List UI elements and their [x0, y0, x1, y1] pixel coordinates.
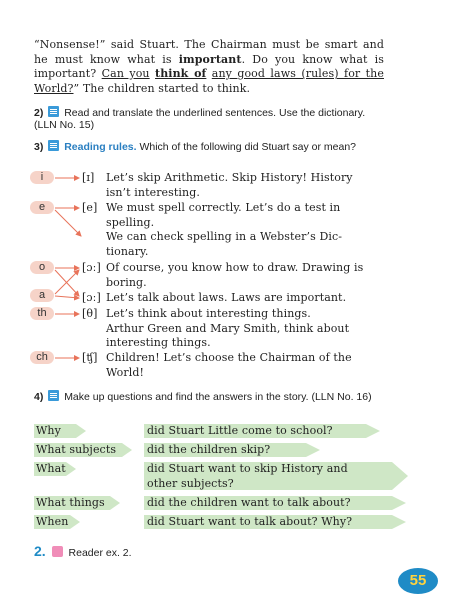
rule-line: Children! Let’s choose the Chairman of the	[106, 351, 352, 364]
rule-line: Of course, you know how to draw. Drawing is	[106, 261, 364, 274]
question-rest: did the children skip?	[147, 443, 271, 456]
rule-line: Let’s talk about laws. Laws are important.	[106, 291, 347, 304]
flower-icon	[52, 546, 63, 557]
rule-line: World!	[106, 365, 145, 379]
question-word: When	[36, 515, 69, 528]
rule-line: We must spell correctly. Let’s do a test in	[106, 201, 341, 214]
letter-pill-th: th	[30, 307, 54, 320]
story-text-end: ” The children started to think.	[73, 81, 251, 95]
reader-text: Reader ex. 2.	[68, 547, 132, 559]
question-word: Why	[36, 424, 61, 437]
rule-line: We can check spelling in a Webster’s Dic-	[106, 230, 343, 243]
rule-line: spelling.	[106, 215, 155, 229]
underlined-bold-text: think of	[155, 67, 207, 80]
letter-pill-ch: ch	[30, 351, 54, 364]
rule-line: boring.	[106, 275, 147, 289]
question-word: What subjects	[36, 443, 117, 456]
question-rest: did the children want to talk about?	[147, 496, 351, 509]
rule-line: Let’s skip Arithmetic. Skip History! History	[106, 171, 353, 184]
story-text: “Nonsense!” said Stuart. The Chairman must be smart and he must know what is	[34, 38, 384, 66]
underlined-text: Can you	[101, 67, 150, 80]
task-number: 2)	[34, 107, 44, 119]
phonetic-symbol: [ʧ]	[82, 351, 98, 364]
task-title: Reading rules.	[64, 141, 137, 153]
phonetic-symbol: [ɔː]	[82, 291, 101, 304]
letter-pill-i: i	[30, 171, 54, 184]
question-word: What	[36, 462, 66, 475]
reader-number: 2.	[34, 543, 46, 559]
task-text: Which of the following did Stuart say or mean?	[139, 141, 356, 153]
letter-pill-a: a	[30, 289, 54, 302]
task-text: Read and translate the underlined sentences. Use the dictionary. (LLN No. 15)	[34, 107, 366, 131]
question-word: What things	[36, 496, 105, 509]
story-bold-word: important	[178, 52, 242, 66]
rule-line: isn’t interesting.	[106, 185, 200, 199]
page-number: 55	[398, 568, 438, 594]
task-number: 4)	[34, 391, 44, 403]
phonetic-symbol: [ɔː]	[82, 261, 101, 274]
question-rest: did Stuart want to skip History and	[147, 462, 348, 475]
phonetic-symbol: [ɪ]	[82, 171, 95, 184]
rule-line: Let’s think about interesting things.	[106, 307, 311, 320]
phonetic-symbol: [e]	[82, 201, 98, 214]
reader-reference	[34, 543, 132, 559]
rule-line: interesting things.	[106, 336, 211, 349]
rule-line: Arthur Green and Mary Smith, think about	[106, 321, 350, 335]
phonetic-symbol: [θ]	[82, 307, 98, 320]
story-text-2: . Do you know what is important?	[34, 52, 384, 80]
rule-line: tionary.	[106, 244, 149, 258]
letter-pill-o: o	[30, 261, 54, 274]
question-rest: did Stuart Little come to school?	[147, 424, 333, 437]
question-rest: did Stuart want to talk about? Why?	[147, 515, 353, 528]
question-rest: other subjects?	[147, 477, 234, 490]
task-number: 3)	[34, 141, 44, 153]
underlined-text-2: any good laws (rules) for the World?	[34, 67, 384, 95]
task-text: Make up questions and find the answers in the story. (LLN No. 16)	[64, 391, 372, 403]
letter-pill-e: e	[30, 201, 54, 214]
